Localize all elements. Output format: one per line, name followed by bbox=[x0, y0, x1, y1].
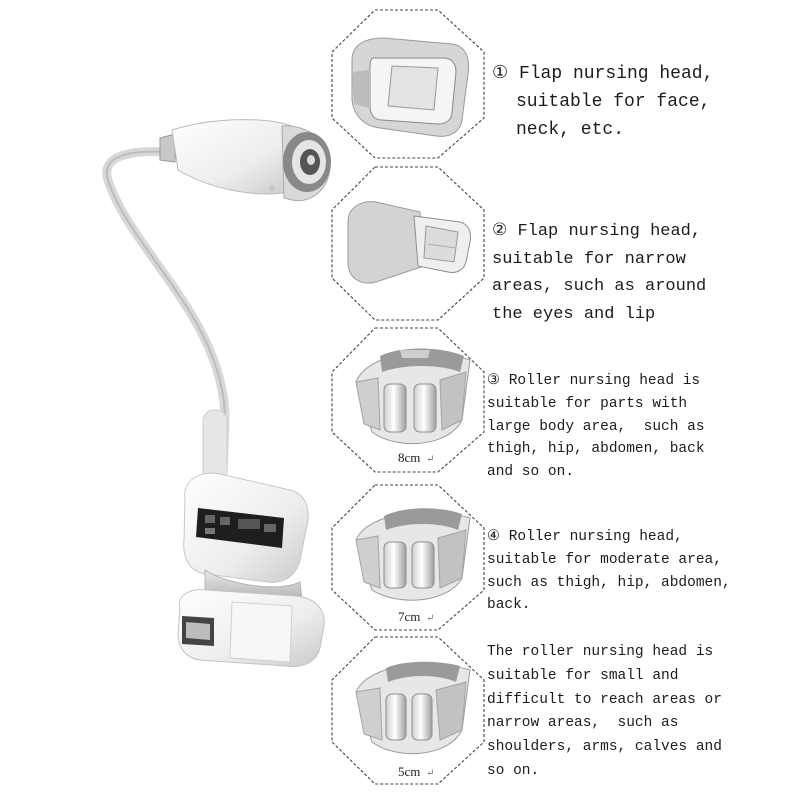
head-1-line: suitable for face, bbox=[516, 92, 711, 112]
flap-head-2-icon bbox=[348, 202, 471, 283]
roller-head-3-icon bbox=[356, 349, 470, 444]
return-mark-5-icon: ↵ bbox=[426, 768, 435, 779]
head-1-line: ① Flap nursing head, bbox=[492, 64, 714, 84]
head-3-line: suitable for parts with bbox=[487, 395, 688, 412]
head-5-line: difficult to reach areas or bbox=[487, 691, 722, 708]
device-body bbox=[178, 473, 324, 666]
head-3-line: and so on. bbox=[487, 464, 575, 481]
head-5-line: so on. bbox=[487, 762, 540, 779]
head-5-description bbox=[487, 641, 722, 784]
head-3-description bbox=[487, 370, 705, 484]
return-mark-3-icon: ↵ bbox=[426, 454, 435, 465]
head-3-line: thigh, hip, abdomen, back bbox=[487, 441, 705, 458]
head-3-line: large body area, such as bbox=[487, 418, 705, 435]
size-label-3: 8cm bbox=[398, 450, 421, 465]
head-4-line: back. bbox=[487, 597, 531, 614]
return-mark-4-icon: ↵ bbox=[426, 613, 435, 624]
roller-head-4-icon bbox=[356, 508, 470, 600]
head-4-description bbox=[487, 526, 731, 617]
head-1-line: neck, etc. bbox=[516, 120, 625, 140]
head-2-description bbox=[492, 218, 706, 328]
head-3-line: ③ Roller nursing head is bbox=[487, 373, 701, 389]
head-5-line: shoulders, arms, calves and bbox=[487, 739, 722, 756]
head-2-line: ② Flap nursing head, bbox=[492, 222, 702, 241]
device-illustration bbox=[107, 120, 331, 667]
head-2-line: areas, such as around bbox=[492, 277, 707, 296]
head-2-line: the eyes and lip bbox=[492, 304, 656, 324]
size-label-5: 5cm bbox=[398, 764, 421, 779]
head-5-line: narrow areas, such as bbox=[487, 715, 679, 732]
head-5-line: suitable for small and bbox=[487, 667, 679, 684]
head-2-line: suitable for narrow bbox=[492, 249, 686, 269]
head-1-description bbox=[492, 60, 713, 144]
head-4-line: such as thigh, hip, abdomen, bbox=[487, 574, 731, 591]
head-4-line: ④ Roller nursing head, bbox=[487, 529, 683, 545]
handpiece-icon bbox=[160, 120, 331, 201]
flap-head-1-icon bbox=[352, 38, 468, 136]
head-4-line: suitable for moderate area, bbox=[487, 551, 722, 568]
roller-head-5-icon bbox=[356, 662, 470, 754]
head-5-line: The roller nursing head is bbox=[487, 644, 714, 660]
size-label-4: 7cm bbox=[398, 609, 421, 624]
